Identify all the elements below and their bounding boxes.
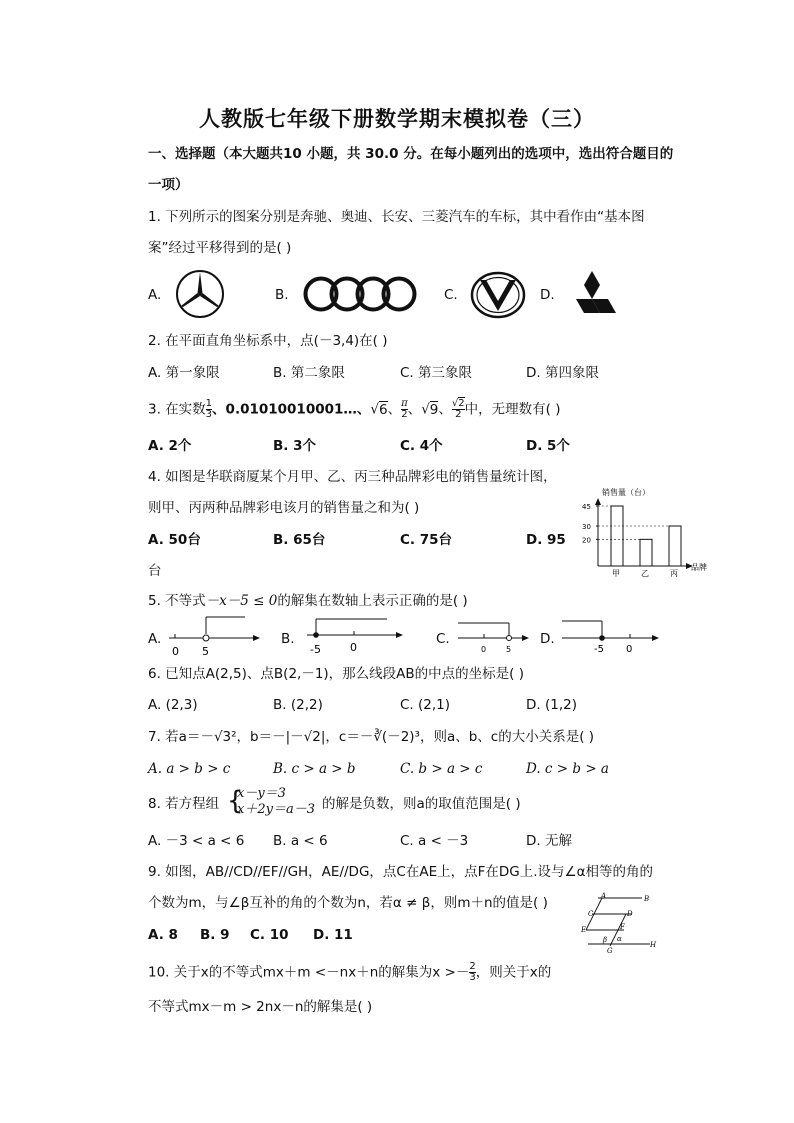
q9-stem-line1: 9. 如图，AB//CD//EF//GH，AE//DG，点C在AE上，点F在DG上.设与∠α相等的角的 xyxy=(148,864,654,880)
bar-乙 xyxy=(640,539,652,566)
q3-pi-fraction xyxy=(401,399,408,420)
arrow-icon xyxy=(253,635,260,641)
q10-frac-num: 2 xyxy=(469,961,476,972)
q4-option-c[interactable]: C. 75台 xyxy=(400,532,453,548)
q5-numberline-d xyxy=(560,614,665,658)
fig-label-beta: β xyxy=(603,936,608,944)
q5-numberline-a xyxy=(165,612,265,658)
q8-option-a[interactable]: A. －3 < a < 6 xyxy=(148,833,245,849)
sales-bar-chart xyxy=(578,486,718,580)
q9-stem-line2: 个数为m，与∠β互补的角的个数为n，若α ≠ β，则m＋n的值是( ) xyxy=(148,895,548,911)
q4-stem-line1: 4. 如图是华联商厦某个月甲、乙、丙三种品牌彩电的销售量统计图， xyxy=(148,469,557,485)
q5d-label-neg5: -5 xyxy=(594,644,604,655)
chart-ylabel: 销售量（台） xyxy=(602,488,650,497)
q8-stem-b: 的解是负数，则a的取值范围是( ) xyxy=(322,796,521,812)
q5-expression: －x－5 ≤ 0 xyxy=(205,593,278,609)
q1-option-b[interactable]: B. xyxy=(275,287,289,303)
q8-equation-2: x＋2y＝a－3 xyxy=(237,802,315,817)
changan-icon xyxy=(470,271,526,319)
arrow-icon xyxy=(522,635,529,641)
q5-numberline-b xyxy=(303,614,408,658)
sqrt-icon: √ xyxy=(370,401,380,418)
q8-stem-a: 8. 若方程组 xyxy=(148,796,220,812)
fig-label-d: D xyxy=(627,910,633,918)
q3-stem-text-e: 、 xyxy=(438,401,452,418)
section-heading-line2: 一项） xyxy=(148,177,189,193)
arrow-icon xyxy=(652,635,659,641)
section-heading-line1: 一、选择题（本大题共10 小题，共 30.0 分。在每小题列出的选项中，选出符合题目的 xyxy=(148,146,674,162)
q2-option-a[interactable]: A. 第一象限 xyxy=(148,365,220,381)
q1-stem-line1: 1. 下列所示的图案分别是奔驰、奥迪、长安、三菱汽车的车标，其中看作由“基本图 xyxy=(148,209,645,225)
q7-option-d[interactable]: D. c > b > a xyxy=(526,761,609,777)
audi-icon xyxy=(302,275,420,313)
q6-option-d[interactable]: D. (1,2) xyxy=(526,697,577,713)
bar-甲 xyxy=(611,506,623,566)
q1-option-d[interactable]: D. xyxy=(540,287,555,303)
q6-stem: 6. 已知点A(2,5)、点B(2,－1)，那么线段AB的中点的坐标是( ) xyxy=(148,666,524,682)
q2-option-b[interactable]: B. 第二象限 xyxy=(273,365,345,381)
bar-丙 xyxy=(669,526,681,566)
q4-option-d[interactable]: D. 95 xyxy=(526,532,566,548)
q5-stem-text-a: 5. 不等式 xyxy=(148,593,206,609)
q3-stem-text-b: 、0.01010010001…、 xyxy=(212,401,371,418)
q6-option-a[interactable]: A. (2,3) xyxy=(148,697,198,713)
q3-sqrt2-den: 2 xyxy=(455,409,462,420)
q4-option-a[interactable]: A. 50台 xyxy=(148,532,201,548)
q3-option-c[interactable]: C. 4个 xyxy=(400,438,443,454)
fig-label-f: F xyxy=(620,923,625,931)
sqrt-icon: √ xyxy=(421,401,430,418)
q3-stem-text-a: 3. 在实数 xyxy=(148,401,206,418)
q9-parallel-lines-figure xyxy=(580,890,660,956)
x-tick-label: 乙 xyxy=(641,569,649,578)
q5-stem xyxy=(148,592,468,610)
q3-sqrt2-num: √2 xyxy=(451,398,465,409)
page-title: 人教版七年级下册数学期末模拟卷（三） xyxy=(199,106,595,131)
q7-option-c[interactable]: C. b > a > c xyxy=(400,761,483,777)
q5-stem-text-b: 的解集在数轴上表示正确的是( ) xyxy=(277,593,468,609)
q5-option-b[interactable]: B. xyxy=(281,631,295,647)
left-brace-icon: { xyxy=(227,786,244,816)
q2-stem: 2. 在平面直角坐标系中，点(－3,4)在( ) xyxy=(148,333,388,349)
q3-option-d[interactable]: D. 5个 xyxy=(526,438,570,454)
q8-option-c[interactable]: C. a < －3 xyxy=(400,833,469,849)
q5-option-c[interactable]: C. xyxy=(436,631,450,647)
y-tick-label: 30 xyxy=(582,523,591,531)
q10-stem-line2: 不等式mx－m > 2nx－n的解集是( ) xyxy=(148,999,373,1015)
q3-stem-text-f: 中，无理数有( ) xyxy=(464,401,561,418)
q9-option-a[interactable]: A. 8 xyxy=(148,927,178,943)
fig-label-b: B xyxy=(644,895,650,903)
q9-option-b[interactable]: B. 9 xyxy=(200,927,230,943)
q3-pi-den: 2 xyxy=(401,409,408,420)
q5c-label-0: 0 xyxy=(481,645,487,654)
q1-stem-line2: 案”经过平移得到的是( ) xyxy=(148,240,292,256)
q10-stem-line1 xyxy=(148,962,551,983)
y-tick-label: 20 xyxy=(582,536,591,545)
q3-frac-num: 1 xyxy=(205,398,213,409)
q4-option-d-wrap: 台 xyxy=(148,563,162,579)
fig-label-h: H xyxy=(650,941,657,949)
q3-sqrt2-fraction xyxy=(452,399,465,420)
q5-numberline-c xyxy=(456,616,536,656)
q3-pi: π xyxy=(401,398,408,409)
q10-frac-den: 3 xyxy=(469,972,476,983)
q3-stem xyxy=(148,399,560,420)
q8-option-d[interactable]: D. 无解 xyxy=(526,833,572,849)
arrow-icon xyxy=(396,632,403,638)
q7-option-b[interactable]: B. c > a > b xyxy=(273,761,356,777)
q9-option-c[interactable]: C. 10 xyxy=(250,927,289,943)
q10-stem-text-b: ，则关于x的 xyxy=(475,964,552,981)
x-tick-label: 甲 xyxy=(612,569,620,578)
q5c-label-5: 5 xyxy=(506,645,512,654)
q5a-label-0: 0 xyxy=(172,645,179,658)
q3-sqrt6: 6 xyxy=(379,401,388,418)
fig-label-alpha: α xyxy=(617,935,622,943)
q8-option-b[interactable]: B. a < 6 xyxy=(273,833,328,849)
fig-label-g: G xyxy=(607,947,613,955)
y-tick-label: 45 xyxy=(582,503,591,511)
q5a-label-5: 5 xyxy=(202,645,209,658)
q10-stem-text-a: 10. 关于x的不等式mx＋m <－nx＋n的解集为x >－ xyxy=(148,964,470,981)
q5-option-d[interactable]: D. xyxy=(540,631,555,647)
q7-stem: 7. 若a＝－√3²，b＝－|－√2|，c＝－∛(－2)³，则a、b、c的大小关系是( ) xyxy=(148,729,595,745)
q4-stem-line2: 则甲、丙两种品牌彩电该月的销售量之和为( ) xyxy=(148,500,420,516)
q3-sqrt9: 9 xyxy=(429,401,439,418)
q5b-label-neg5: -5 xyxy=(310,643,321,656)
q2-option-c[interactable]: C. 第三象限 xyxy=(400,365,473,381)
mitsubishi-icon xyxy=(564,269,620,317)
q8-equation-1: x－y＝3 xyxy=(237,786,286,801)
q5b-label-0: 0 xyxy=(350,641,357,654)
q2-option-d[interactable]: D. 第四象限 xyxy=(526,365,599,381)
fig-label-c: C xyxy=(588,910,594,918)
x-tick-label: 丙 xyxy=(670,569,678,578)
q3-option-b[interactable]: B. 3个 xyxy=(273,438,317,454)
q1-option-c[interactable]: C. xyxy=(444,287,458,303)
mercedes-icon xyxy=(173,269,227,319)
chart-xlabel: 品牌 xyxy=(691,563,707,572)
q3-frac-den: 3 xyxy=(205,409,213,420)
q3-stem-text-d: 、 xyxy=(407,401,422,418)
q7-option-a[interactable]: A. a > b > c xyxy=(148,761,231,777)
q6-option-c[interactable]: C. (2,1) xyxy=(400,697,451,713)
y-axis-arrow-icon xyxy=(595,498,601,505)
q5d-label-0: 0 xyxy=(626,644,633,655)
fig-label-a: A xyxy=(601,892,607,900)
q1-option-a[interactable]: A. xyxy=(148,287,162,303)
q3-stem-text-c: 、 xyxy=(387,401,402,418)
q6-option-b[interactable]: B. (2,2) xyxy=(273,697,323,713)
q4-option-b[interactable]: B. 65台 xyxy=(273,532,326,548)
q9-option-d[interactable]: D. 11 xyxy=(313,927,353,943)
q5-option-a[interactable]: A. xyxy=(148,631,162,647)
q3-option-a[interactable]: A. 2个 xyxy=(148,438,192,454)
fig-label-e: E xyxy=(581,926,587,934)
